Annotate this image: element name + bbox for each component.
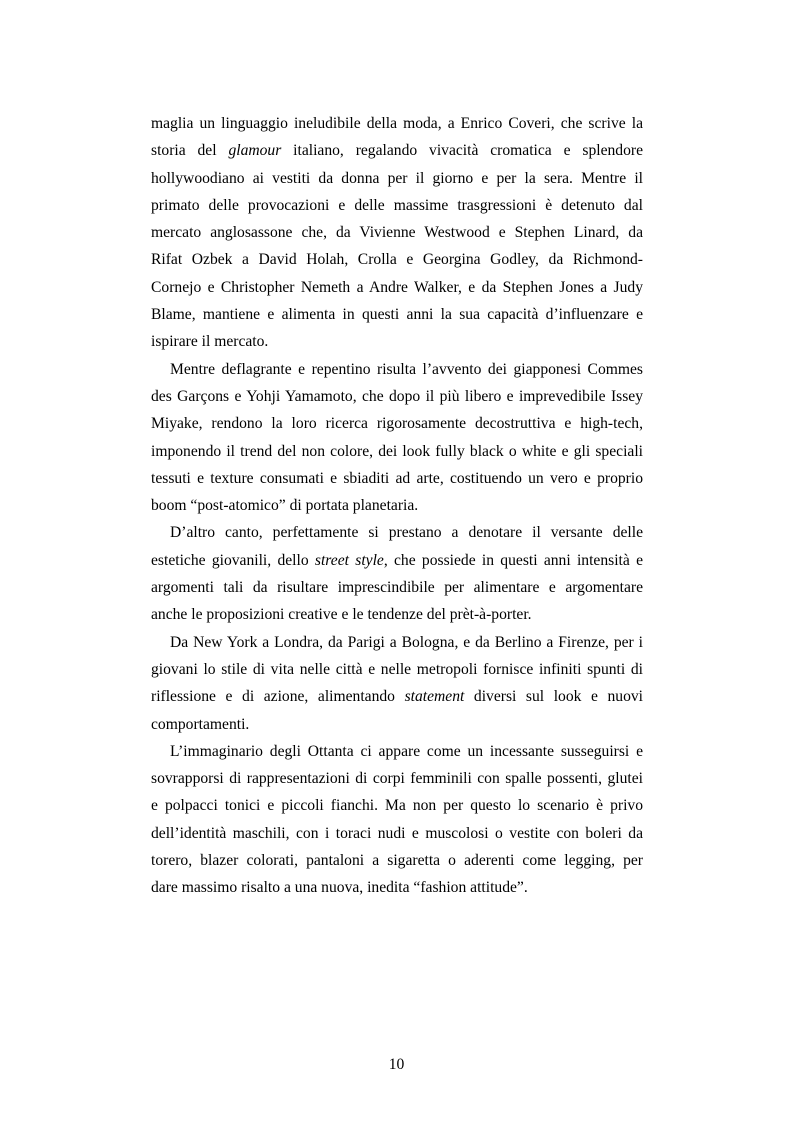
text-line: Mentre deflagrante e repentino risulta l’avvento dei giapponesi Commes — [170, 360, 643, 378]
body-text — [151, 110, 643, 902]
text-line: estetiche giovanili, dello street style, che possiede in questi anni intensità e — [151, 551, 643, 569]
text-line: e polpacci tonici e piccoli fianchi. Ma non per questo lo scenario è privo — [151, 797, 643, 815]
text-line: maglia un linguaggio ineludibile della moda, a Enrico Coveri, che scrive la — [151, 115, 643, 132]
text-line: Cornejo e Christopher Nemeth a Andre Walker, e da Stephen Jones a Judy — [151, 278, 643, 296]
text-line: anche le proposizioni creative e le tendenze del prèt-à-porter. — [151, 606, 532, 624]
text-line: comportamenti. — [151, 715, 250, 733]
text-line: L’immaginario degli Ottanta ci appare come un incessante susseguirsi e — [170, 742, 643, 760]
text-line: dell’identità maschili, con i toraci nudi e muscolosi o vestite con boleri da — [151, 824, 643, 842]
text-line: torero, blazer colorati, pantaloni a sigaretta o aderenti come legging, per — [151, 852, 643, 870]
text-line: Rifat Ozbek a David Holah, Crolla e Georgina Godley, da Richmond- — [151, 251, 643, 269]
text-line: D’altro canto, perfettamente si prestano a denotare il versante delle — [170, 524, 643, 542]
text-line: argomenti tali da risultare imprescindibile per alimentare e argomentare — [151, 579, 643, 597]
text-line: dare massimo risalto a una nuova, inedita “fashion attitude”. — [151, 879, 528, 897]
italic-term: street style — [314, 551, 384, 569]
text-line: Da New York a Londra, da Parigi a Bologna, e da Berlino a Firenze, per i — [170, 633, 643, 651]
text-line: ispirare il mercato. — [151, 333, 269, 351]
text-line: hollywoodiano ai vestiti da donna per il giorno e per la sera. Mentre il — [151, 169, 643, 187]
text-line: giovani lo stile di vita nelle città e nelle metropoli fornisce infiniti spunti di — [151, 660, 643, 678]
text-line: riflessione e di azione, alimentando statement diversi sul look e nuovi — [151, 688, 644, 706]
page-number: 10 — [388, 1056, 405, 1073]
text-line: sovrapporsi di rappresentazioni di corpi femminili con spalle possenti, glutei — [151, 770, 643, 788]
text-line: storia del glamour italiano, regalando vivacità cromatica e splendore — [151, 142, 643, 160]
text-line: primato delle provocazioni e delle massime trasgressioni è detenuto dal — [151, 196, 643, 214]
italic-term: statement — [404, 688, 465, 706]
text-line: mercato anglosassone che, da Vivienne Westwood e Stephen Linard, da — [151, 224, 643, 242]
text-line: boom “post-atomico” di portata planetaria. — [151, 497, 419, 515]
text-line: tessuti e texture consumati e sbiaditi ad arte, costituendo un vero e proprio — [151, 469, 643, 487]
italic-term: glamour — [228, 142, 282, 160]
text-line: Blame, mantiene e alimenta in questi anni la sua capacità d’influenzare e — [151, 306, 643, 324]
text-line: Miyake, rendono la loro ricerca rigorosamente decostruttiva e high-tech, — [151, 415, 643, 433]
text-line: imponendo il trend del non colore, dei look fully black o white e gli speciali — [151, 442, 643, 460]
text-line: des Garçons e Yohji Yamamoto, che dopo il più libero e imprevedibile Issey — [151, 387, 643, 405]
